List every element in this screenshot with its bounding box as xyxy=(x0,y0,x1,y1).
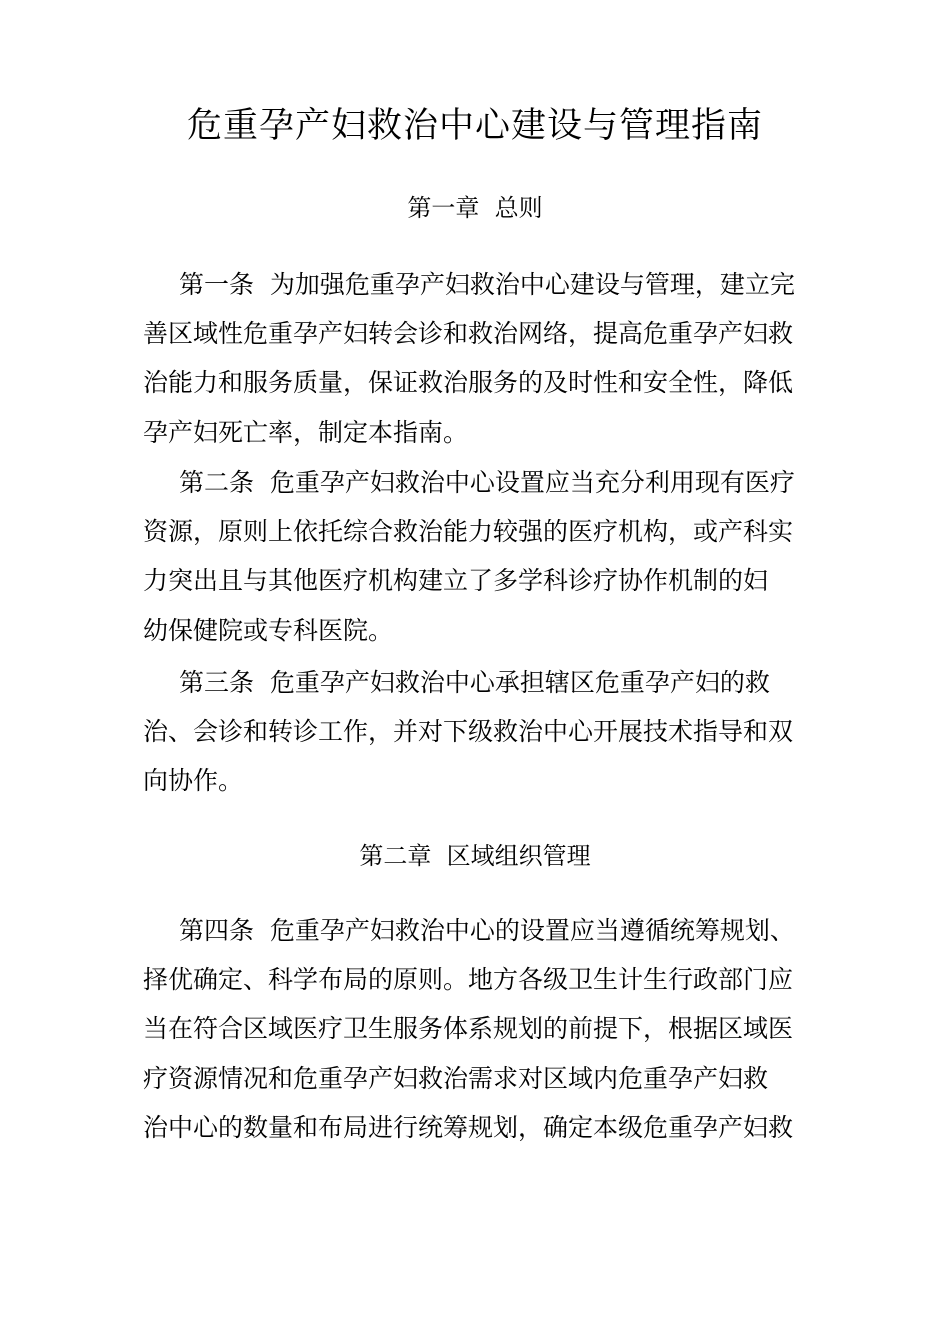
document-title: 危重孕产妇救治中心建设与管理指南 xyxy=(186,106,763,146)
article-line: 资源，原则上依托综合救治能力较强的医疗机构，或产科实 xyxy=(143,517,794,547)
article-line: 治、会诊和转诊工作，并对下级救治中心开展技术指导和双 xyxy=(143,717,794,747)
article-line: 当在符合区域医疗卫生服务体系规划的前提下，根据区域医 xyxy=(143,1014,794,1044)
article-line: 疗资源情况和危重孕产妇救治需求对区域内危重孕产妇救 xyxy=(143,1063,769,1093)
article-3 xyxy=(143,658,843,806)
article-line: 第二条 危重孕产妇救治中心设置应当充分利用现有医疗 xyxy=(179,468,795,497)
article-line: 第三条 危重孕产妇救治中心承担辖区危重孕产妇的救 xyxy=(179,668,770,697)
article-line: 择优确定、科学布局的原则。地方各级卫生计生行政部门应 xyxy=(143,965,794,995)
article-2 xyxy=(143,458,843,655)
article-line: 善区域性危重孕产妇转会诊和救治网络，提高危重孕产妇救 xyxy=(143,319,794,349)
article-line: 孕产妇死亡率，制定本指南。 xyxy=(143,417,469,447)
article-line: 第一条 为加强危重孕产妇救治中心建设与管理，建立完 xyxy=(179,270,795,299)
article-line: 治中心的数量和布局进行统筹规划，确定本级危重孕产妇救 xyxy=(143,1112,794,1142)
article-line: 幼保健院或专科医院。 xyxy=(143,615,394,645)
chapter-2-heading: 第二章 区域组织管理 xyxy=(359,842,591,870)
article-line: 治能力和服务质量，保证救治服务的及时性和安全性，降低 xyxy=(143,368,794,398)
article-4 xyxy=(143,906,843,1152)
article-1 xyxy=(143,260,843,457)
article-line: 力突出且与其他医疗机构建立了多学科诊疗协作机制的妇 xyxy=(143,566,769,596)
article-line: 第四条 危重孕产妇救治中心的设置应当遵循统筹规划、 xyxy=(179,916,795,945)
article-line: 向协作。 xyxy=(143,766,244,796)
chapter-1-heading: 第一章 总则 xyxy=(407,194,543,222)
